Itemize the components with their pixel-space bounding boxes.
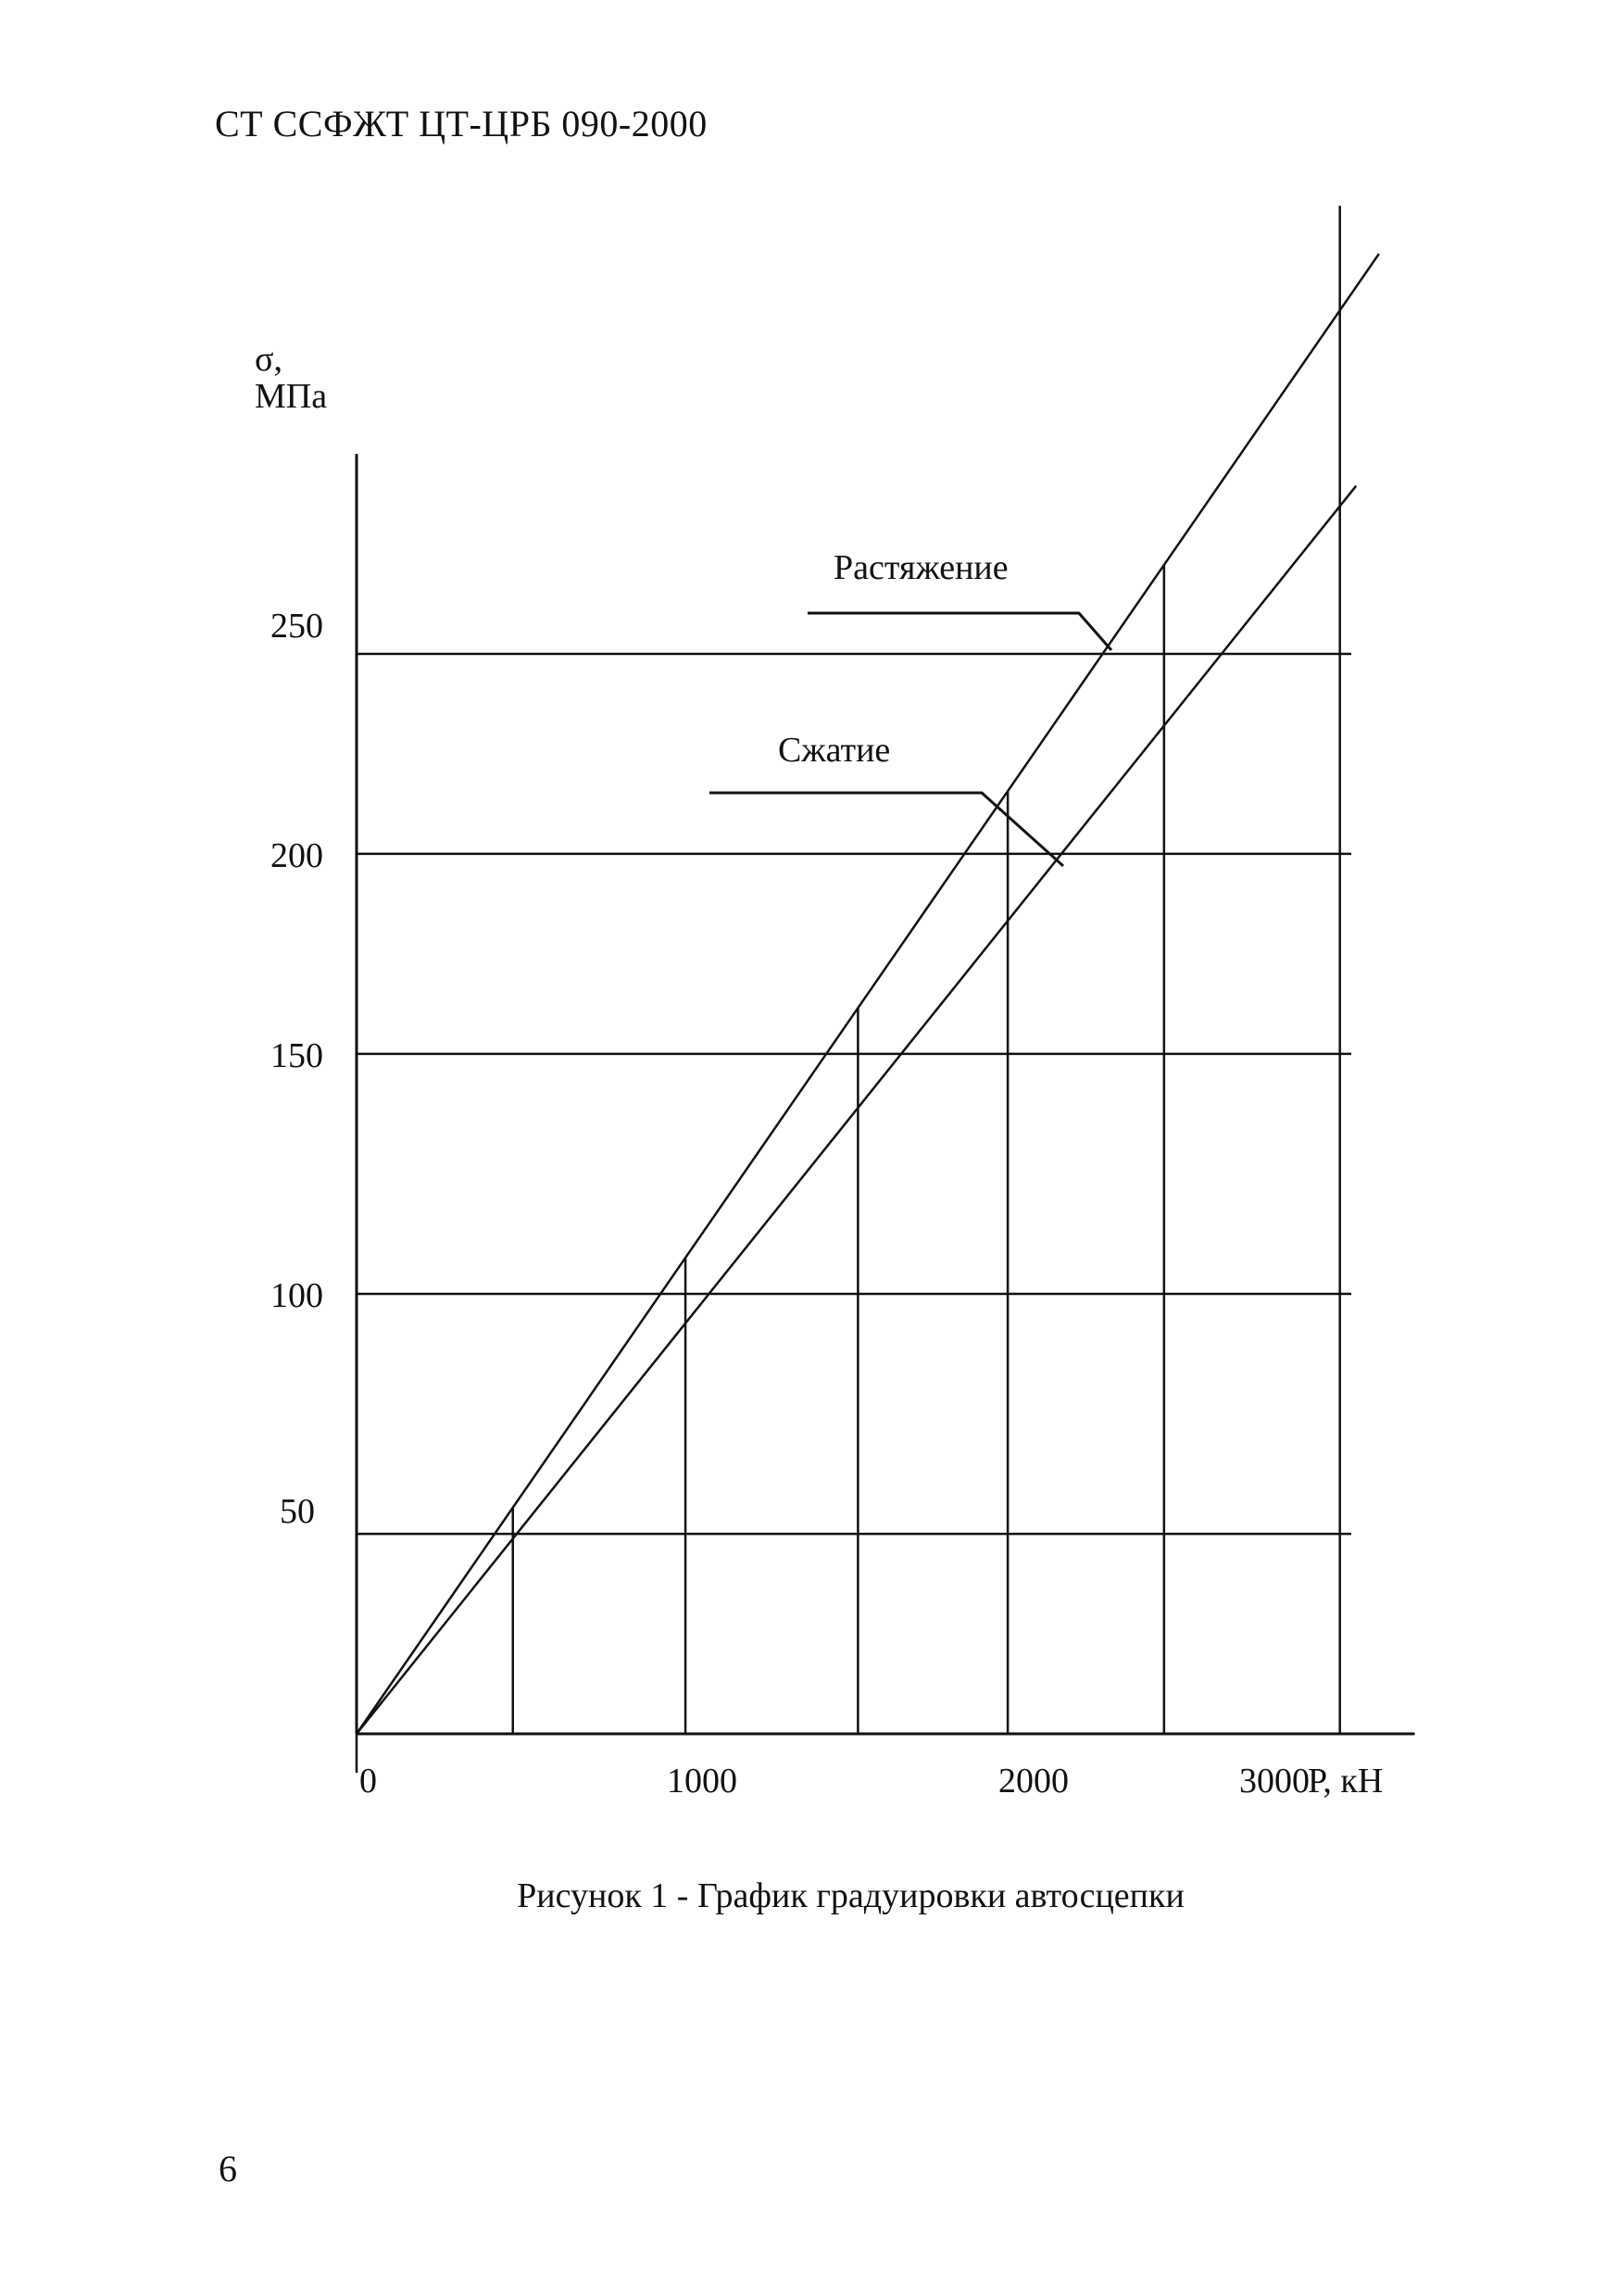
series-line-1 [357, 486, 1356, 1734]
document-header: СТ ССФЖТ ЦТ-ЦРБ 090-2000 [215, 103, 708, 144]
y-axis-unit: МПа [255, 377, 328, 416]
series-lines [357, 254, 1379, 1734]
x-tick-label-2: 2000 [998, 1762, 1069, 1800]
legend-leader-tension [808, 613, 1111, 650]
axes [357, 454, 1415, 1773]
x-tick-label-0: 0 [359, 1762, 377, 1800]
y-tick-label-4: 250 [270, 606, 323, 646]
x-axis-label: Р, кН [1308, 1762, 1384, 1800]
y-tick-label-2: 150 [270, 1035, 323, 1075]
x-tick-label-1: 1000 [667, 1762, 737, 1800]
legend-leader-compression [709, 793, 1063, 866]
gridlines [357, 206, 1351, 1734]
figure-caption: Рисунок 1 - График градуировки автосцепки [517, 1876, 1185, 1915]
x-tick-label-3: 3000 [1239, 1762, 1310, 1800]
legend-label-tension: Растяжение [834, 548, 1009, 587]
y-tick-label-0: 50 [280, 1492, 315, 1532]
y-tick-label-1: 100 [270, 1275, 323, 1315]
y-axis-symbol: σ, [255, 340, 282, 379]
page-number: 6 [219, 2148, 237, 2189]
series-line-0 [357, 254, 1379, 1734]
legend-label-compression: Сжатие [778, 731, 891, 770]
y-tick-label-3: 200 [270, 835, 323, 875]
tick-labels [270, 607, 1310, 1800]
